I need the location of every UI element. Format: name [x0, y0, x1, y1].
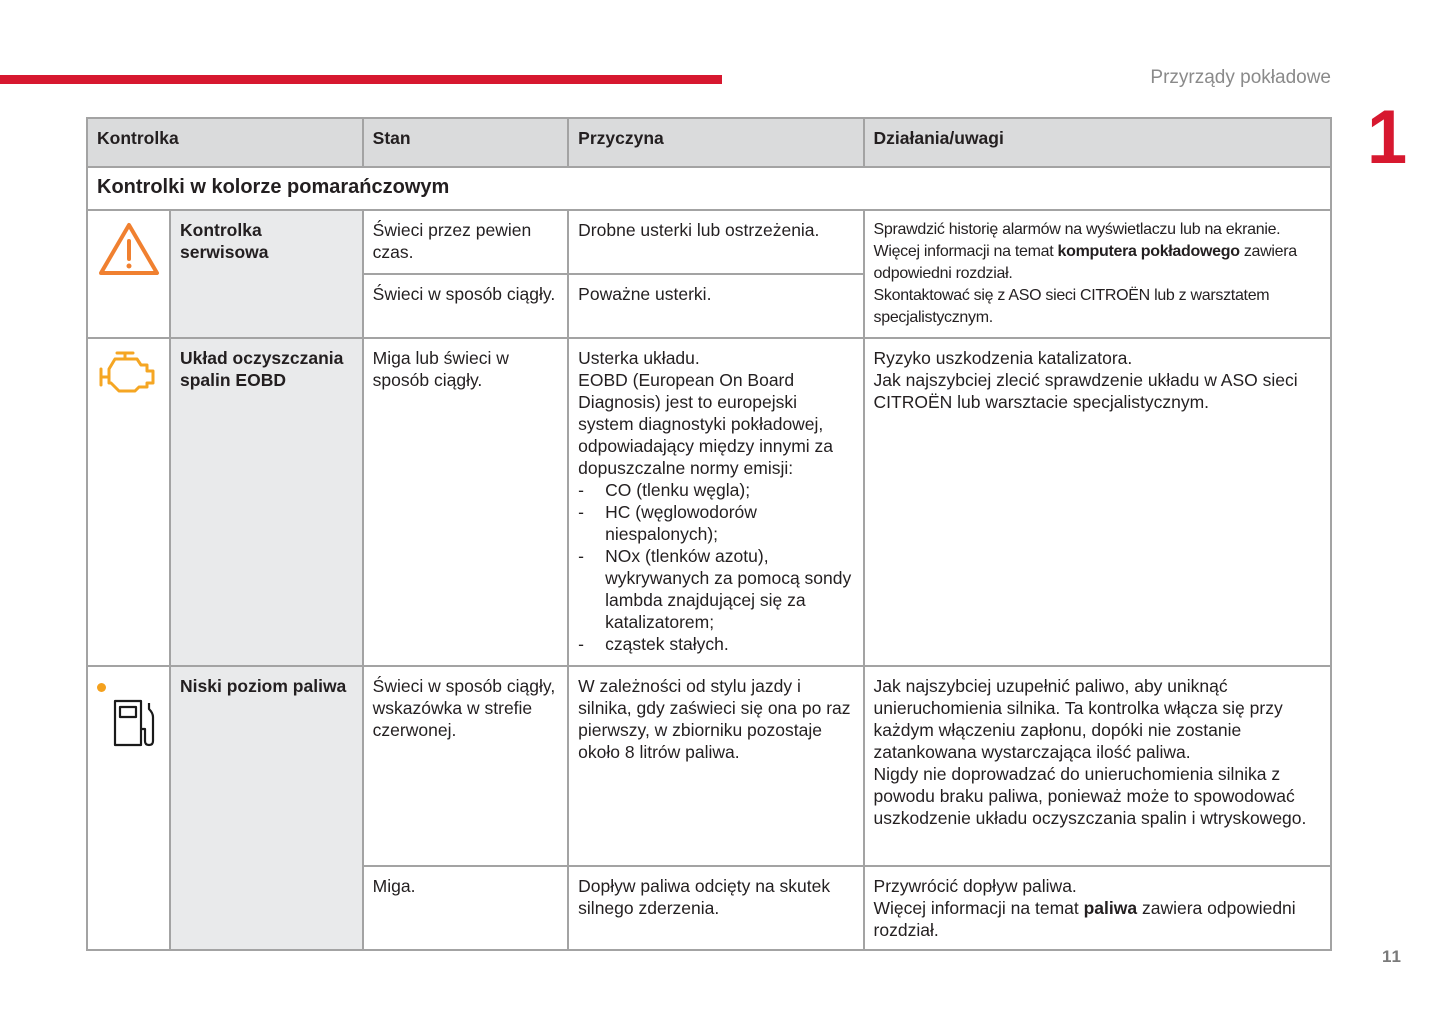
table-row — [87, 210, 1331, 274]
engine-check-icon — [97, 381, 161, 401]
column-header-stan: Stan — [363, 118, 569, 167]
actions-cell: Ryzyko uszkodzenia katalizatora. Jak najszybciej zlecić sprawdzenie układu w ASO sieci CITROËN lub warsztacie specjalistycznym. — [864, 338, 1331, 666]
emissions-list — [578, 479, 854, 655]
warning-name: Kontrolka serwisowa — [170, 210, 363, 338]
actions-cell: Jak najszybciej uzupełnić paliwo, aby uniknąć unieruchomienia silnika. Ta kontrolka włącza się przy każdym włączeniu zapłonu, dopóki nie zostanie zatankowana wystarczająca ilość paliwa. Nigdy nie doprowadzać do unieruchomienia silnika z powodu braku paliwa, ponieważ może to spowodować uszkodzenie układu oczyszczania spalin i wtryskowego. — [864, 666, 1331, 866]
warning-lights-table — [86, 117, 1332, 951]
cause-cell: Poważne usterki. — [568, 274, 863, 338]
actions-cell: Przywrócić dopływ paliwa. Więcej informacji na temat paliwa zawiera odpowiedni rozdział. — [864, 866, 1331, 950]
group-title: Kontrolki w kolorze pomarańczowym — [87, 167, 1331, 210]
actions-line: Więcej informacji na temat komputera pokładowego zawiera odpowiedni rozdział. — [873, 243, 1297, 282]
group-row — [87, 167, 1331, 210]
link-term: paliwa — [1083, 898, 1138, 918]
list-item: - cząstek stałych. — [578, 633, 854, 655]
state-cell: Świeci w sposób ciągły. — [363, 274, 569, 338]
state-cell: Miga. — [363, 866, 569, 950]
state-cell: Miga lub świeci w sposób ciągły. — [363, 338, 569, 666]
column-header-dzialania: Działania/uwagi — [864, 118, 1331, 167]
column-header-kontrolka: Kontrolka — [87, 118, 363, 167]
table-header-row — [87, 118, 1331, 167]
actions-line: Sprawdzić historię alarmów na wyświetlaczu lub na ekranie. — [873, 221, 1281, 238]
indicator-dot-icon — [97, 683, 106, 692]
warning-name: Układ oczyszczania spalin EOBD — [170, 338, 363, 666]
section-title: Przyrządy pokładowe — [1150, 67, 1331, 88]
cause-cell: Usterka układu. EOBD (European On Board Diagnosis) jest to europejski system diagnostyki pokładowej, odpowiadający między innymi za dopuszczalne normy emisji: - CO (tlenku węgla); - HC (węglowodorów niespalonych); - NOx (tlenków azotu), wykrywanych za pomocą sondy lambda znajdującej się za katalizatorem; - cząstek stałych. — [568, 338, 863, 666]
list-item: - HC (węglowodorów niespalonych); — [578, 501, 854, 545]
icon-cell — [87, 338, 170, 666]
header-accent-bar — [0, 75, 722, 84]
actions-line: Skontaktować się z ASO sieci CITROËN lub z warsztatem specjalistycznym. — [873, 287, 1270, 326]
state-cell: Świeci w sposób ciągły, wskazówka w strefie czerwonej. — [363, 666, 569, 866]
warning-triangle-icon — [97, 263, 161, 283]
table-row — [87, 666, 1331, 866]
state-cell: Świeci przez pewien czas. — [363, 210, 569, 274]
actions-cell — [864, 210, 1331, 338]
cause-cell: Drobne usterki lub ostrzeżenia. — [568, 210, 863, 274]
cause-cell: Dopływ paliwa odcięty na skutek silnego zderzenia. — [568, 866, 863, 950]
list-item: - NOx (tlenków azotu), wykrywanych za pomocą sondy lambda znajdującej się za katalizatorem; — [578, 545, 854, 633]
icon-cell — [87, 210, 170, 338]
link-term: komputera pokładowego — [1057, 243, 1240, 260]
list-item: - CO (tlenku węgla); — [578, 479, 854, 501]
table-row — [87, 338, 1331, 666]
chapter-number: 1 — [1367, 95, 1406, 180]
page-number: 11 — [1382, 947, 1402, 966]
cause-cell: W zależności od stylu jazdy i silnika, gdy zaświeci się ona po raz pierwszy, w zbiorniku pozostaje około 8 litrów paliwa. — [568, 666, 863, 866]
icon-cell — [87, 666, 170, 950]
fuel-pump-icon — [111, 695, 161, 752]
warning-name: Niski poziom paliwa — [170, 666, 363, 950]
column-header-przyczyna: Przyczyna — [568, 118, 863, 167]
